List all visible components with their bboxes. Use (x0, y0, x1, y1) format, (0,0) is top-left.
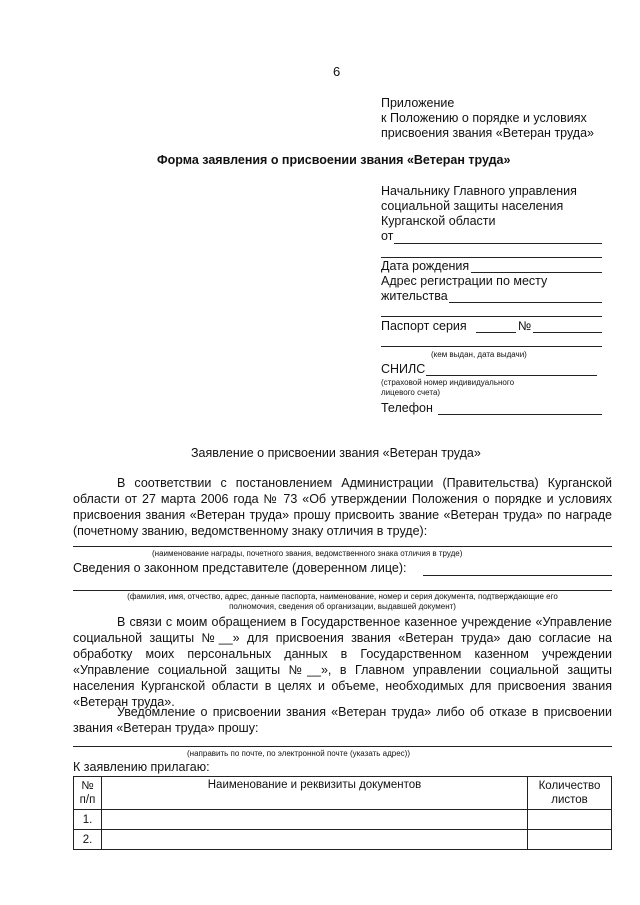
snils-field[interactable] (426, 375, 597, 376)
from-field[interactable] (394, 243, 602, 244)
rep-note-line2: полномочия, сведения об организации, выдавшей документ) (229, 602, 456, 611)
appendix-line3: присвоения звания «Ветеран труда» (381, 126, 595, 140)
birth-date-field[interactable] (471, 272, 602, 273)
statement-title: Заявление о присвоении звания «Ветеран труда» (191, 446, 481, 460)
address-label-1: Адрес регистрации по месту (381, 274, 548, 288)
representative-field[interactable] (423, 575, 612, 576)
issued-by-note: (кем выдан, дата выдачи) (431, 350, 527, 359)
rep-note-line1: (фамилия, имя, отчество, адрес, данные паспорта, наименование, номер и серия документа, подтверждающие его (127, 592, 558, 601)
send-method-note: (направить по почте, по электронной почте (указать адрес)) (187, 749, 410, 758)
form-title: Форма заявления о присвоении звания «Ветеран труда» (157, 153, 511, 167)
paragraph-1: В соответствии с постановлением Администрации (Правительства) Курганской области от 27 марта 2006 года № 73 «Об утверждении Положения о порядке и условиях присвоения звания «Ветеран труда» прошу присвоить звание «Ветеран труда» по награде (почетному званию, ведомственному знаку отличия в труде): (73, 476, 612, 538)
passport-label: Паспорт серия (381, 319, 467, 333)
passport-issued-field[interactable] (381, 346, 602, 347)
address-field-2[interactable] (381, 316, 602, 317)
col-number-header (74, 777, 102, 810)
passport-number-field[interactable] (533, 332, 602, 333)
appendix-line1: Приложение (381, 96, 455, 110)
address-field[interactable] (449, 302, 602, 303)
col-number-line2: п/п (79, 794, 96, 806)
appendix-line2: к Положению о порядке и условиях (381, 111, 587, 125)
table-header-row (74, 777, 612, 810)
addressee-line1: Начальнику Главного управления (381, 184, 577, 198)
documents-table (73, 776, 612, 850)
addressee-line3: Курганской области (381, 214, 496, 228)
col-qty-line2: листов (551, 794, 588, 806)
table-row (74, 810, 612, 830)
row-document-cell[interactable] (102, 810, 528, 830)
table-row (74, 830, 612, 850)
col-qty-header (528, 777, 612, 810)
row-document-cell[interactable] (102, 830, 528, 850)
send-method-field[interactable] (73, 746, 612, 747)
from-label: от (381, 229, 394, 243)
from-field-2[interactable] (381, 257, 602, 258)
paragraph-3: Уведомление о присвоении звания «Ветеран труда» либо об отказе в присвоении звания «Ветеран труда» прошу: (73, 705, 612, 735)
appendix-block (381, 96, 594, 141)
page-number: 6 (333, 64, 341, 79)
phone-field[interactable] (438, 414, 602, 415)
representative-field-2[interactable] (73, 590, 612, 591)
award-field[interactable] (73, 546, 612, 547)
col-number-line1: № (81, 780, 94, 792)
birth-date-label: Дата рождения (381, 259, 470, 273)
snils-label: СНИЛС (381, 362, 426, 376)
snils-note-line2: лицевого счета) (381, 388, 441, 397)
paragraph-2: В связи с моим обращением в Государственное казенное учреждение «Управление социальной защиты №__» для присвоения звания «Ветеран труда» даю согласие на обработку моих персональных данных в Государственном казенном учреждении «Управление социальной защиты №__», в Главном управлении социальной защиты населения Курганской области в целях и объеме, необходимых для присвоения звания «Ветеран труда». (73, 615, 612, 709)
row-qty-cell[interactable] (528, 810, 612, 830)
snils-note-line1: (страховой номер индивидуального (381, 378, 515, 387)
snils-note (381, 378, 514, 398)
representative-label: Сведения о законном представителе (доверенном лице): (73, 561, 407, 575)
col-qty-line1: Количество (538, 780, 601, 792)
phone-label: Телефон (381, 401, 433, 415)
row-number: 2. (74, 830, 102, 850)
passport-number-label: № (518, 319, 532, 333)
representative-note (73, 592, 612, 612)
addressee-block (381, 184, 577, 229)
row-number: 1. (74, 810, 102, 830)
col-name-header: Наименование и реквизиты документов (102, 777, 528, 810)
attach-label: К заявлению прилагаю: (73, 760, 210, 774)
addressee-line2: социальной защиты населения (381, 199, 564, 213)
address-label-2: жительства (381, 289, 448, 303)
award-note: (наименование награды, почетного звания, ведомственного знака отличия в труде) (152, 549, 463, 558)
row-qty-cell[interactable] (528, 830, 612, 850)
passport-series-field[interactable] (476, 332, 516, 333)
